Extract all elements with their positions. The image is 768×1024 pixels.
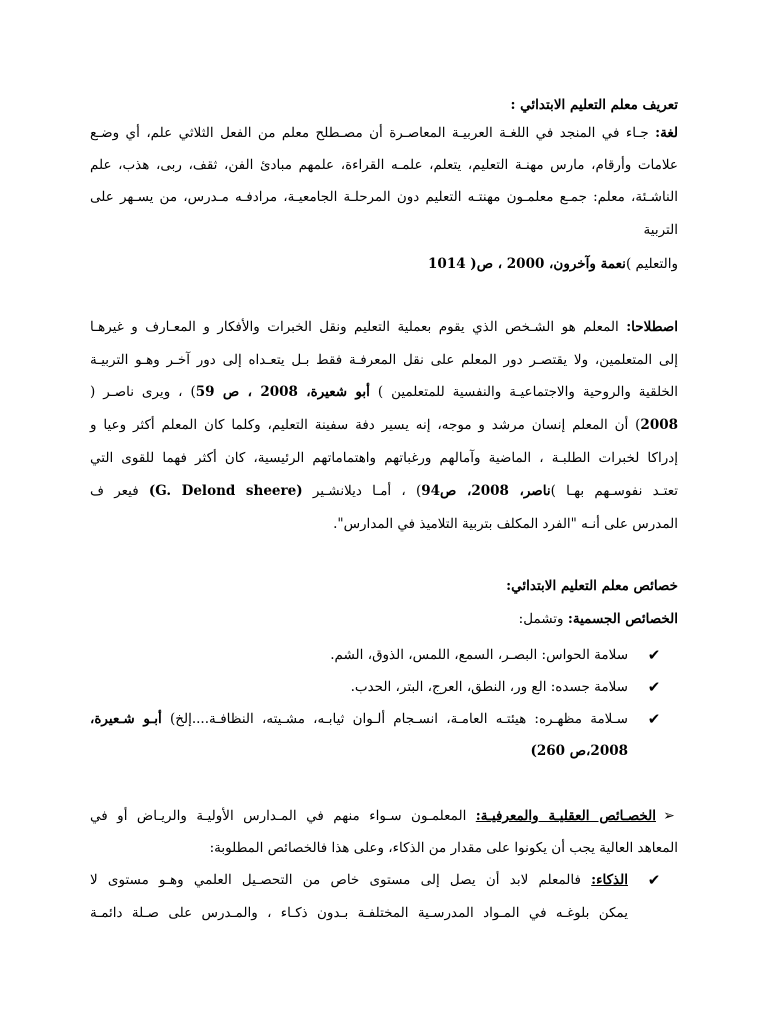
list-item: سـلامة مظهـره: هيئتـه العامـة، انسـجام ألـوان ثيابـه، مشـيته، النظافـة....إلخ) أبـو شـعيرة، [90,711,628,727]
lugha-reference: نعمة وآخرون، 2000 ، ص( 1014 [428,256,626,272]
istilahan-label: اصطلاحا: [626,319,678,335]
reference-abu-shaira-2: أبـو شـعيرة، [90,711,162,727]
lugha-line-5: والتعليم )نعمة وآخرون، 2000 ، ص( 1014 [428,256,678,272]
intelligence-line-1: الذكاء: فالمعلم لابد أن يصل إلى مستوى خاص من التحصـيل العلمي وهـو مستوى لا [90,872,628,888]
check-icon: ✔ [647,678,661,696]
mental-line-1: الخصـائص العقليـة والمعرفيـة: المعلمـون سـواء منهم في المـدارس الأوليـة والريـاض أو في [90,808,656,824]
istilahan-line-2: إلى المتعلمين، ولا يقتصـر دور المعلم على نقل المعرفـة فقط بـل يتعـداه إلى دور آخـر وهـو التربيـة [90,352,678,368]
istilahan-line-4: 2008) أن المعلم إنسان مرشد و موجه، إنه يسير دفة سفينة التعليم، وكلما كان المعلم أكثر وعيا و [90,417,678,433]
list-item: سلامة الحواس: البصـر، السمع، اللمس، الذوق، الشم. [330,647,628,663]
istilahan-line-5: إدراكا لخبرات الطلبـة ، الماضية وآمالهم ورغباتهم واهتماماتهم الرئيسية، كان أكثر فهما للقوى التي [90,450,678,466]
list-item: سلامة جسده: الع ور، النطق، العرج، البتر، الحدب. [350,679,628,695]
reference-naser: ناصر، 2008، ص94 [421,483,551,499]
intelligence-line-2: يمكن بلوغـه في المـواد المدرسـية المختلفـة بـدون ذكـاء ، والمـدرس على صـلة دائمـة [90,905,628,921]
istilahan-line-6: تعتـد نفوسـهم بهـا )ناصر، 2008، ص94) ، أمـا ديلانشـير (G. Delond sheere) فيعر ف [90,483,678,499]
arrow-bullet-icon: ➢ [663,808,675,824]
definition-title: تعريف معلم التعليم الابتدائي : [510,97,678,113]
check-icon: ✔ [647,871,661,889]
check-icon: ✔ [647,646,661,664]
lugha-line-3: الناشـئة، معلم: جمـع معلمـون مهنتـه التعليم دون المرحلـة الجامعيـة، مرادفـه مـدرس، من يسـهر على [90,189,678,205]
lugha-line-2: علامات وأرقام، مارس مهنـة التعليم، يتعلم، علمـه القراءة، علمهم مبادئ الفن، ثقف، ربى، هذب، علم [90,157,678,173]
istilahan-line-7: المدرس على أنـه "الفرد المكلف بتربية التلاميذ في المدارس". [333,516,678,532]
physical-heading: الخصائص الجسمية: وتشمل: [518,611,678,627]
list-item-continuation: 2008،ص 260) [530,743,628,759]
istilahan-line-3: الخلقية والروحية والاجتماعيـة والنفسية للمتعلمين ) أبو شعيرة، 2008 ، ص 59) ، ويرى ناصـر ( [90,384,678,400]
reference-abu-shaira: أبو شعيرة، 2008 ، ص 59 [195,384,370,400]
lugha-line-4: التربية [643,222,678,238]
mental-label: الخصـائص العقليـة والمعرفيـة: [475,808,656,824]
lugha-label: لغة: [655,125,679,141]
reference-delandsheere: (G. Delond sheere) [148,483,303,499]
characteristics-title: خصائص معلم التعليم الابتدائي: [506,578,678,594]
check-icon: ✔ [647,710,661,728]
mental-line-2: المعاهد العالية يجب أن يكونوا على مقدار من الذكاء، وعلى هذا فالخصائص المطلوبة: [209,840,678,856]
intelligence-label: الذكاء: [591,872,628,888]
istilahan-line-1: اصطلاحا: المعلم هو الشـخص الذي يقوم بعملية التعليم ونقل الخبرات والأفكار و المعـارف و غيرهـا [90,319,678,335]
lugha-line-1: لغة: جـاء في المنجد في اللغـة العربيـة المعاصـرة أن مصـطلح معلم من الفعل الثلاثي علم، أي وضـع [90,125,679,141]
